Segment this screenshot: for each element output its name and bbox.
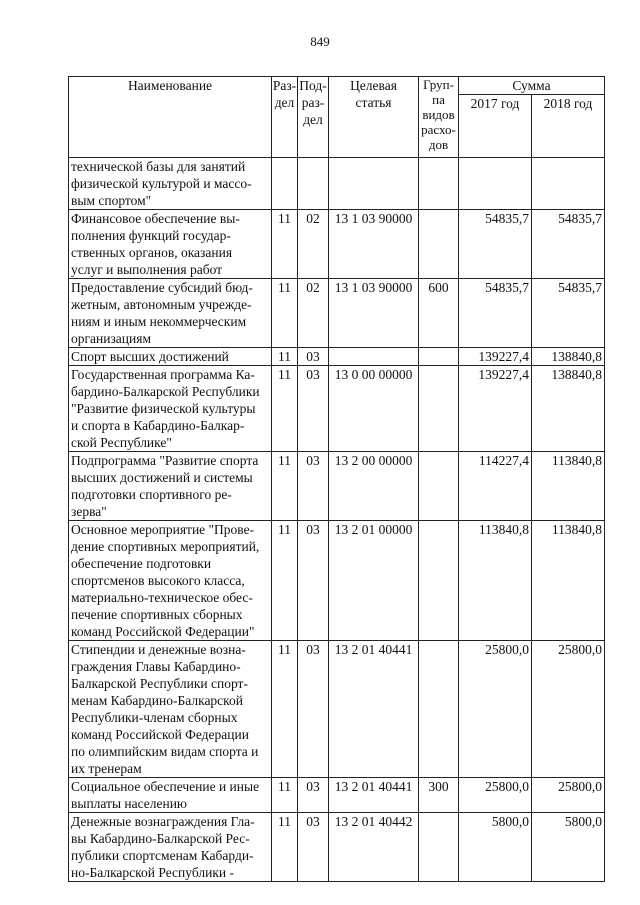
header-amount: Сумма [459, 77, 605, 95]
row-name: Подпрограмма "Развитие спорта высших достижений и системы подготовки спортивного ре- зерва" [69, 452, 272, 521]
row-target: 13 2 01 40441 [329, 778, 419, 813]
row-amount-2018: 5800,0 [532, 813, 605, 882]
row-section: 11 [272, 210, 298, 279]
row-name: Денежные вознаграждения Гла- вы Кабардино-Балкарской Рес- публики спортсменам Кабарди- но-Балкарской Республики - [69, 813, 272, 882]
table-row [69, 813, 605, 882]
row-name: Основное мероприятие "Прове- дение спортивных мероприятий, обеспечение подготовки спортсменов высокого класса, материально-техническое обес- печение спортивных сборных команд Российской Федерации" [69, 521, 272, 641]
row-subsection: 02 [298, 210, 329, 279]
row-subsection: 03 [298, 641, 329, 778]
row-section: 11 [272, 366, 298, 452]
table-row [69, 641, 605, 778]
table-row [69, 348, 605, 366]
row-section: 11 [272, 778, 298, 813]
row-section: 11 [272, 521, 298, 641]
header-subsection: Под- раз- дел [298, 77, 329, 158]
header-section: Раз- дел [272, 77, 298, 158]
table-row [69, 210, 605, 279]
row-name: Предоставление субсидий бюд- жетным, автономным учрежде- ниям и иным некоммерческим организациям [69, 279, 272, 348]
row-expense-group [419, 210, 459, 279]
row-amount-2018: 54835,7 [532, 210, 605, 279]
row-amount-2018: 113840,8 [532, 521, 605, 641]
row-name: технической базы для занятий физической культурой и массо- вым спортом" [69, 158, 272, 210]
row-name: Финансовое обеспечение вы- полнения функций государ- ственных органов, оказания услуг и выполнения работ [69, 210, 272, 279]
row-target: 13 2 00 00000 [329, 452, 419, 521]
row-section: 11 [272, 641, 298, 778]
table-row [69, 521, 605, 641]
row-target [329, 158, 419, 210]
table-row [69, 452, 605, 521]
row-expense-group [419, 366, 459, 452]
row-subsection: 03 [298, 521, 329, 641]
row-subsection: 03 [298, 348, 329, 366]
row-amount-2018: 138840,8 [532, 366, 605, 452]
row-amount-2017: 139227,4 [459, 366, 532, 452]
row-amount-2018: 54835,7 [532, 279, 605, 348]
row-name: Спорт высших достижений [69, 348, 272, 366]
row-section [272, 158, 298, 210]
row-target: 13 0 00 00000 [329, 366, 419, 452]
row-section: 11 [272, 348, 298, 366]
row-amount-2018: 25800,0 [532, 778, 605, 813]
row-amount-2018: 138840,8 [532, 348, 605, 366]
row-name: Социальное обеспечение и иные выплаты населению [69, 778, 272, 813]
row-subsection: 03 [298, 778, 329, 813]
table-row [69, 279, 605, 348]
row-subsection: 03 [298, 452, 329, 521]
row-target: 13 2 01 40442 [329, 813, 419, 882]
row-amount-2018: 25800,0 [532, 641, 605, 778]
row-amount-2017 [459, 158, 532, 210]
row-amount-2018: 113840,8 [532, 452, 605, 521]
row-expense-group: 600 [419, 279, 459, 348]
row-target: 13 2 01 40441 [329, 641, 419, 778]
header-target: Целевая статья [329, 77, 419, 158]
row-expense-group [419, 521, 459, 641]
header-year-2017: 2017 год [459, 95, 532, 158]
row-section: 11 [272, 452, 298, 521]
row-amount-2017: 25800,0 [459, 641, 532, 778]
row-expense-group: 300 [419, 778, 459, 813]
row-expense-group [419, 641, 459, 778]
row-amount-2017: 139227,4 [459, 348, 532, 366]
table-row [69, 778, 605, 813]
row-name: Стипендии и денежные возна- граждения Главы Кабардино- Балкарской Республики спорт- менам Кабардино-Балкарской Республики-членам сборных команд Российской Федерации по олимпийским видам спорта и их тренерам [69, 641, 272, 778]
page-number: 849 [310, 34, 330, 49]
row-name: Государственная программа Ка- бардино-Балкарской Республики "Развитие физической культуры и спорта в Кабардино-Балкар- ской Республике" [69, 366, 272, 452]
row-section: 11 [272, 279, 298, 348]
row-subsection: 02 [298, 279, 329, 348]
row-amount-2017: 54835,7 [459, 210, 532, 279]
header-name: Наименование [69, 77, 272, 158]
row-expense-group [419, 348, 459, 366]
row-amount-2017: 54835,7 [459, 279, 532, 348]
row-subsection: 03 [298, 366, 329, 452]
table-row [69, 366, 605, 452]
row-amount-2018 [532, 158, 605, 210]
row-target [329, 348, 419, 366]
row-amount-2017: 25800,0 [459, 778, 532, 813]
header-expense-group: Груп- па видов расхо- дов [419, 77, 459, 158]
row-target: 13 2 01 00000 [329, 521, 419, 641]
row-amount-2017: 114227,4 [459, 452, 532, 521]
row-expense-group [419, 452, 459, 521]
table-row [69, 158, 605, 210]
row-subsection [298, 158, 329, 210]
row-amount-2017: 113840,8 [459, 521, 532, 641]
header-year-2018: 2018 год [532, 95, 605, 158]
row-target: 13 1 03 90000 [329, 210, 419, 279]
row-section: 11 [272, 813, 298, 882]
row-expense-group [419, 158, 459, 210]
row-amount-2017: 5800,0 [459, 813, 532, 882]
row-expense-group [419, 813, 459, 882]
row-target: 13 1 03 90000 [329, 279, 419, 348]
row-subsection: 03 [298, 813, 329, 882]
budget-table [68, 76, 605, 882]
